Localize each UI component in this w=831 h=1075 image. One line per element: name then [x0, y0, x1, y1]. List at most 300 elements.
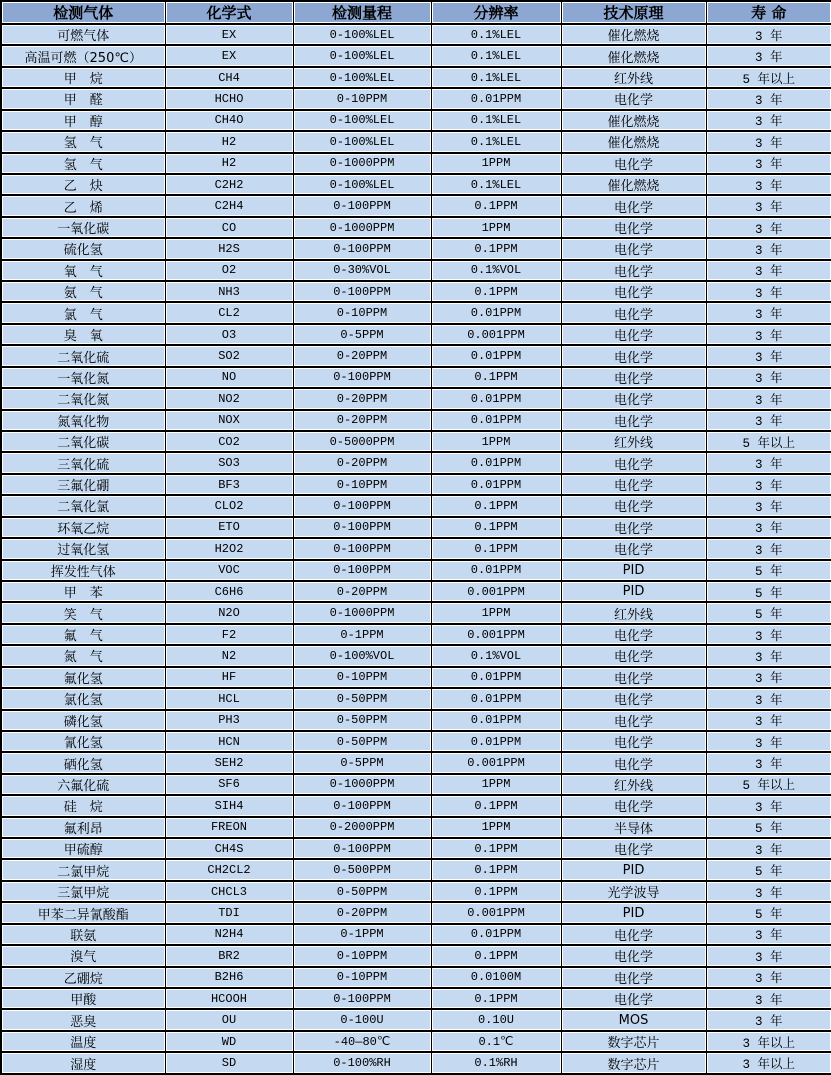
cell-resolution: 0.001PPM [431, 324, 561, 345]
cell-gas-name: 氨 气 [1, 281, 165, 302]
cell-gas-name: 磷化氢 [1, 710, 165, 731]
table-row [1, 1052, 831, 1074]
cell-gas-name: 湿度 [1, 1052, 165, 1074]
cell-resolution: 0.1%LEL [431, 67, 561, 88]
table-row [1, 67, 831, 88]
cell-gas-name: 环氧乙烷 [1, 517, 165, 538]
cell-resolution: 0.01PPM [431, 924, 561, 945]
cell-formula: HCHO [165, 88, 293, 109]
table-row [1, 452, 831, 473]
cell-resolution: 1PPM [431, 217, 561, 238]
cell-lifespan: 3 年 [706, 345, 831, 366]
cell-range: 0-2000PPM [293, 817, 431, 838]
cell-lifespan: 3 年 [706, 624, 831, 645]
cell-gas-name: 二氧化氯 [1, 495, 165, 516]
cell-range: 0-50PPM [293, 731, 431, 752]
cell-principle: 红外线 [561, 774, 706, 795]
cell-lifespan: 3 年 [706, 238, 831, 259]
cell-lifespan: 5 年 [706, 581, 831, 602]
cell-formula: SIH4 [165, 795, 293, 816]
cell-lifespan: 5 年 [706, 560, 831, 581]
cell-principle: 电化学 [561, 945, 706, 966]
cell-lifespan: 3 年 [706, 667, 831, 688]
cell-formula: O2 [165, 260, 293, 281]
cell-formula: SO3 [165, 452, 293, 473]
table-row [1, 902, 831, 923]
cell-gas-name: 氟利昂 [1, 817, 165, 838]
cell-formula: C6H6 [165, 581, 293, 602]
cell-range: 0-100PPM [293, 281, 431, 302]
cell-formula: CLO2 [165, 495, 293, 516]
cell-formula: CH4 [165, 67, 293, 88]
cell-formula: CO [165, 217, 293, 238]
cell-principle: 电化学 [561, 924, 706, 945]
cell-resolution: 1PPM [431, 774, 561, 795]
cell-resolution: 1PPM [431, 153, 561, 174]
table-row [1, 367, 831, 388]
cell-gas-name: 甲酸 [1, 988, 165, 1009]
cell-gas-name: 二氯甲烷 [1, 859, 165, 880]
cell-principle: 电化学 [561, 238, 706, 259]
table-row [1, 881, 831, 902]
cell-gas-name: 溴气 [1, 945, 165, 966]
cell-range: 0-100PPM [293, 517, 431, 538]
cell-range: 0-10PPM [293, 945, 431, 966]
cell-resolution: 0.01PPM [431, 388, 561, 409]
cell-range: 0-50PPM [293, 881, 431, 902]
cell-lifespan: 3 年 [706, 881, 831, 902]
cell-range: 0-100PPM [293, 538, 431, 559]
cell-principle: 光学波导 [561, 881, 706, 902]
cell-lifespan: 3 年 [706, 838, 831, 859]
cell-principle: 电化学 [561, 731, 706, 752]
cell-principle: 催化燃烧 [561, 45, 706, 66]
table-row [1, 281, 831, 302]
cell-resolution: 0.01PPM [431, 710, 561, 731]
col-header-lifespan: 寿 命 [706, 1, 831, 24]
col-header-resolution: 分辨率 [431, 1, 561, 24]
table-row [1, 45, 831, 66]
cell-range: 0-100%LEL [293, 174, 431, 195]
cell-gas-name: 笑 气 [1, 602, 165, 623]
cell-formula: C2H2 [165, 174, 293, 195]
table-row [1, 388, 831, 409]
cell-formula: SEH2 [165, 752, 293, 773]
cell-resolution: 0.1PPM [431, 538, 561, 559]
cell-principle: 电化学 [561, 88, 706, 109]
table-row [1, 924, 831, 945]
cell-resolution: 0.1%VOL [431, 260, 561, 281]
cell-principle: 电化学 [561, 260, 706, 281]
table-row [1, 517, 831, 538]
cell-principle: PID [561, 581, 706, 602]
table-row [1, 1009, 831, 1030]
cell-principle: 电化学 [561, 710, 706, 731]
cell-range: 0-10PPM [293, 88, 431, 109]
cell-formula: SD [165, 1052, 293, 1074]
cell-lifespan: 3 年 [706, 1009, 831, 1030]
cell-formula: BR2 [165, 945, 293, 966]
cell-principle: 电化学 [561, 495, 706, 516]
table-row [1, 345, 831, 366]
cell-gas-name: 甲 烷 [1, 67, 165, 88]
cell-lifespan: 3 年 [706, 45, 831, 66]
cell-formula: NOX [165, 410, 293, 431]
cell-gas-name: 恶臭 [1, 1009, 165, 1030]
col-header-formula: 化学式 [165, 1, 293, 24]
table-row [1, 988, 831, 1009]
cell-resolution: 0.1%LEL [431, 45, 561, 66]
cell-gas-name: 氰化氢 [1, 731, 165, 752]
cell-principle: 电化学 [561, 452, 706, 473]
table-row [1, 410, 831, 431]
cell-formula: CHCL3 [165, 881, 293, 902]
cell-range: 0-50PPM [293, 688, 431, 709]
table-row [1, 581, 831, 602]
cell-lifespan: 3 年 [706, 645, 831, 666]
cell-formula: HCL [165, 688, 293, 709]
cell-lifespan: 3 年 [706, 752, 831, 773]
cell-lifespan: 3 年 [706, 410, 831, 431]
cell-principle: 电化学 [561, 388, 706, 409]
cell-formula: SF6 [165, 774, 293, 795]
cell-resolution: 0.01PPM [431, 452, 561, 473]
cell-range: 0-100PPM [293, 495, 431, 516]
cell-resolution: 0.1PPM [431, 367, 561, 388]
cell-formula: CL2 [165, 302, 293, 323]
cell-principle: 催化燃烧 [561, 110, 706, 131]
table-row [1, 217, 831, 238]
cell-gas-name: 甲苯二异氰酸酯 [1, 902, 165, 923]
cell-resolution: 0.1PPM [431, 495, 561, 516]
cell-range: 0-50PPM [293, 710, 431, 731]
cell-resolution: 0.01PPM [431, 667, 561, 688]
table-row [1, 260, 831, 281]
cell-range: 0-100PPM [293, 238, 431, 259]
table-row [1, 602, 831, 623]
cell-range: 0-20PPM [293, 581, 431, 602]
cell-formula: HCOOH [165, 988, 293, 1009]
cell-range: 0-5PPM [293, 324, 431, 345]
cell-lifespan: 3 年 [706, 302, 831, 323]
cell-formula: N2O [165, 602, 293, 623]
cell-range: 0-100PPM [293, 367, 431, 388]
cell-resolution: 0.1%LEL [431, 24, 561, 45]
cell-gas-name: 甲 醇 [1, 110, 165, 131]
cell-resolution: 0.1PPM [431, 238, 561, 259]
cell-lifespan: 3 年 [706, 324, 831, 345]
cell-gas-name: 联氨 [1, 924, 165, 945]
cell-range: 0-10PPM [293, 667, 431, 688]
cell-range: 0-5000PPM [293, 431, 431, 452]
cell-gas-name: 过氧化氢 [1, 538, 165, 559]
cell-range: 0-20PPM [293, 345, 431, 366]
cell-gas-name: 氧 气 [1, 260, 165, 281]
cell-resolution: 1PPM [431, 431, 561, 452]
table-row [1, 945, 831, 966]
cell-range: 0-100PPM [293, 838, 431, 859]
cell-resolution: 0.01PPM [431, 560, 561, 581]
cell-formula: TDI [165, 902, 293, 923]
cell-formula: VOC [165, 560, 293, 581]
cell-resolution: 0.1%LEL [431, 174, 561, 195]
cell-gas-name: 氮氧化物 [1, 410, 165, 431]
cell-range: 0-100%VOL [293, 645, 431, 666]
table-row [1, 710, 831, 731]
cell-range: 0-100PPM [293, 560, 431, 581]
table-row [1, 324, 831, 345]
cell-formula: B2H6 [165, 967, 293, 988]
table-row [1, 645, 831, 666]
cell-lifespan: 3 年 [706, 795, 831, 816]
cell-lifespan: 3 年 [706, 281, 831, 302]
cell-principle: 催化燃烧 [561, 174, 706, 195]
cell-gas-name: 氯 气 [1, 302, 165, 323]
cell-gas-name: 乙硼烷 [1, 967, 165, 988]
cell-range: 0-100%LEL [293, 131, 431, 152]
cell-principle: 电化学 [561, 517, 706, 538]
cell-lifespan: 3 年 [706, 967, 831, 988]
table-row [1, 174, 831, 195]
cell-formula: H2O2 [165, 538, 293, 559]
cell-principle: 电化学 [561, 474, 706, 495]
table-row [1, 731, 831, 752]
cell-resolution: 0.1PPM [431, 838, 561, 859]
cell-range: 0-100%LEL [293, 110, 431, 131]
cell-resolution: 0.1PPM [431, 795, 561, 816]
cell-range: 0-20PPM [293, 388, 431, 409]
cell-lifespan: 3 年以上 [706, 1052, 831, 1074]
cell-gas-name: 氮 气 [1, 645, 165, 666]
cell-gas-name: 一氧化碳 [1, 217, 165, 238]
cell-formula: CO2 [165, 431, 293, 452]
cell-formula: H2S [165, 238, 293, 259]
cell-formula: NO [165, 367, 293, 388]
cell-gas-name: 乙 炔 [1, 174, 165, 195]
cell-gas-name: 二氧化硫 [1, 345, 165, 366]
cell-principle: 电化学 [561, 967, 706, 988]
table-row [1, 238, 831, 259]
cell-formula: WD [165, 1031, 293, 1052]
cell-formula: HCN [165, 731, 293, 752]
cell-lifespan: 3 年 [706, 517, 831, 538]
cell-lifespan: 3 年 [706, 688, 831, 709]
cell-principle: 电化学 [561, 752, 706, 773]
cell-formula: ETO [165, 517, 293, 538]
cell-gas-name: 氟化氢 [1, 667, 165, 688]
cell-range: 0-100%RH [293, 1052, 431, 1074]
cell-gas-name: 甲 醛 [1, 88, 165, 109]
table-row [1, 838, 831, 859]
cell-range: 0-1000PPM [293, 153, 431, 174]
cell-principle: 电化学 [561, 795, 706, 816]
cell-formula: CH4S [165, 838, 293, 859]
cell-formula: NO2 [165, 388, 293, 409]
table-row [1, 624, 831, 645]
table-row [1, 1031, 831, 1052]
cell-lifespan: 3 年 [706, 174, 831, 195]
table-row [1, 131, 831, 152]
cell-principle: PID [561, 560, 706, 581]
cell-principle: 电化学 [561, 345, 706, 366]
cell-lifespan: 5 年 [706, 817, 831, 838]
cell-lifespan: 5 年以上 [706, 774, 831, 795]
cell-range: 0-100%LEL [293, 67, 431, 88]
cell-lifespan: 3 年 [706, 217, 831, 238]
cell-resolution: 0.1PPM [431, 859, 561, 880]
cell-range: 0-500PPM [293, 859, 431, 880]
header-row [1, 1, 831, 24]
cell-range: 0-20PPM [293, 902, 431, 923]
table-row [1, 195, 831, 216]
table-row [1, 24, 831, 45]
cell-gas-name: 甲硫醇 [1, 838, 165, 859]
cell-range: 0-1000PPM [293, 774, 431, 795]
cell-principle: 数字芯片 [561, 1052, 706, 1074]
cell-formula: N2H4 [165, 924, 293, 945]
cell-lifespan: 3 年 [706, 495, 831, 516]
cell-lifespan: 5 年 [706, 602, 831, 623]
cell-principle: 电化学 [561, 281, 706, 302]
cell-range: 0-5PPM [293, 752, 431, 773]
cell-gas-name: 三氟化硼 [1, 474, 165, 495]
cell-range: 0-100%LEL [293, 45, 431, 66]
cell-lifespan: 5 年以上 [706, 431, 831, 452]
cell-principle: MOS [561, 1009, 706, 1030]
table-row [1, 817, 831, 838]
table-row [1, 752, 831, 773]
cell-lifespan: 3 年 [706, 153, 831, 174]
table-row [1, 774, 831, 795]
cell-resolution: 0.1PPM [431, 281, 561, 302]
cell-formula: EX [165, 24, 293, 45]
cell-formula: HF [165, 667, 293, 688]
cell-principle: 红外线 [561, 67, 706, 88]
cell-gas-name: 高温可燃（250℃） [1, 45, 165, 66]
cell-resolution: 0.1%LEL [431, 131, 561, 152]
cell-principle: 电化学 [561, 988, 706, 1009]
cell-principle: 红外线 [561, 602, 706, 623]
cell-range: 0-100%LEL [293, 24, 431, 45]
cell-resolution: 0.01PPM [431, 688, 561, 709]
cell-formula: NH3 [165, 281, 293, 302]
cell-lifespan: 3 年 [706, 452, 831, 473]
col-header-principle: 技术原理 [561, 1, 706, 24]
cell-lifespan: 3 年 [706, 260, 831, 281]
cell-gas-name: 乙 烯 [1, 195, 165, 216]
cell-principle: 电化学 [561, 195, 706, 216]
cell-gas-name: 氯化氢 [1, 688, 165, 709]
cell-resolution: 0.001PPM [431, 752, 561, 773]
cell-resolution: 0.01PPM [431, 88, 561, 109]
cell-resolution: 0.1PPM [431, 517, 561, 538]
cell-lifespan: 5 年 [706, 902, 831, 923]
cell-principle: PID [561, 902, 706, 923]
cell-formula: FREON [165, 817, 293, 838]
cell-range: 0-100PPM [293, 795, 431, 816]
table-row [1, 431, 831, 452]
cell-principle: 催化燃烧 [561, 131, 706, 152]
cell-resolution: 0.1PPM [431, 945, 561, 966]
cell-resolution: 0.1PPM [431, 195, 561, 216]
cell-lifespan: 3 年 [706, 88, 831, 109]
cell-gas-name: 甲 苯 [1, 581, 165, 602]
cell-principle: 电化学 [561, 538, 706, 559]
table-row [1, 859, 831, 880]
cell-formula: CH2CL2 [165, 859, 293, 880]
cell-principle: 催化燃烧 [561, 24, 706, 45]
table-row [1, 667, 831, 688]
cell-lifespan: 3 年 [706, 710, 831, 731]
cell-range: 0-100U [293, 1009, 431, 1030]
cell-range: 0-1PPM [293, 624, 431, 645]
cell-formula: BF3 [165, 474, 293, 495]
table-row [1, 560, 831, 581]
cell-gas-name: 氢 气 [1, 131, 165, 152]
cell-resolution: 1PPM [431, 602, 561, 623]
cell-principle: 电化学 [561, 838, 706, 859]
cell-gas-name: 氟 气 [1, 624, 165, 645]
cell-resolution: 0.1%VOL [431, 645, 561, 666]
cell-resolution: 0.1PPM [431, 988, 561, 1009]
cell-resolution: 0.1PPM [431, 881, 561, 902]
cell-gas-name: 三氯甲烷 [1, 881, 165, 902]
cell-formula: PH3 [165, 710, 293, 731]
cell-lifespan: 3 年 [706, 367, 831, 388]
cell-gas-name: 一氧化氮 [1, 367, 165, 388]
col-header-gas-name: 检测气体 [1, 1, 165, 24]
cell-gas-name: 六氟化硫 [1, 774, 165, 795]
cell-formula: N2 [165, 645, 293, 666]
cell-range: 0-20PPM [293, 410, 431, 431]
cell-gas-name: 硫化氢 [1, 238, 165, 259]
cell-range: 0-1000PPM [293, 602, 431, 623]
cell-principle: 电化学 [561, 667, 706, 688]
cell-lifespan: 3 年 [706, 474, 831, 495]
cell-resolution: 0.01PPM [431, 731, 561, 752]
cell-resolution: 0.1℃ [431, 1031, 561, 1052]
cell-formula: H2 [165, 153, 293, 174]
cell-lifespan: 3 年 [706, 988, 831, 1009]
cell-principle: 电化学 [561, 324, 706, 345]
cell-gas-name: 臭 氧 [1, 324, 165, 345]
cell-range: 0-10PPM [293, 474, 431, 495]
cell-lifespan: 3 年 [706, 924, 831, 945]
cell-formula: SO2 [165, 345, 293, 366]
cell-principle: 电化学 [561, 688, 706, 709]
cell-range: 0-10PPM [293, 302, 431, 323]
table-row [1, 153, 831, 174]
cell-formula: O3 [165, 324, 293, 345]
cell-formula: EX [165, 45, 293, 66]
cell-gas-name: 温度 [1, 1031, 165, 1052]
cell-range: 0-20PPM [293, 452, 431, 473]
cell-principle: 电化学 [561, 302, 706, 323]
cell-resolution: 0.001PPM [431, 624, 561, 645]
cell-lifespan: 5 年以上 [706, 67, 831, 88]
table-row [1, 967, 831, 988]
cell-principle: 红外线 [561, 431, 706, 452]
cell-resolution: 0.001PPM [431, 902, 561, 923]
cell-principle: 电化学 [561, 410, 706, 431]
cell-gas-name: 挥发性气体 [1, 560, 165, 581]
cell-lifespan: 3 年 [706, 538, 831, 559]
table-row [1, 688, 831, 709]
cell-principle: 电化学 [561, 367, 706, 388]
cell-formula: OU [165, 1009, 293, 1030]
cell-range: 0-1PPM [293, 924, 431, 945]
cell-range: 0-10PPM [293, 967, 431, 988]
